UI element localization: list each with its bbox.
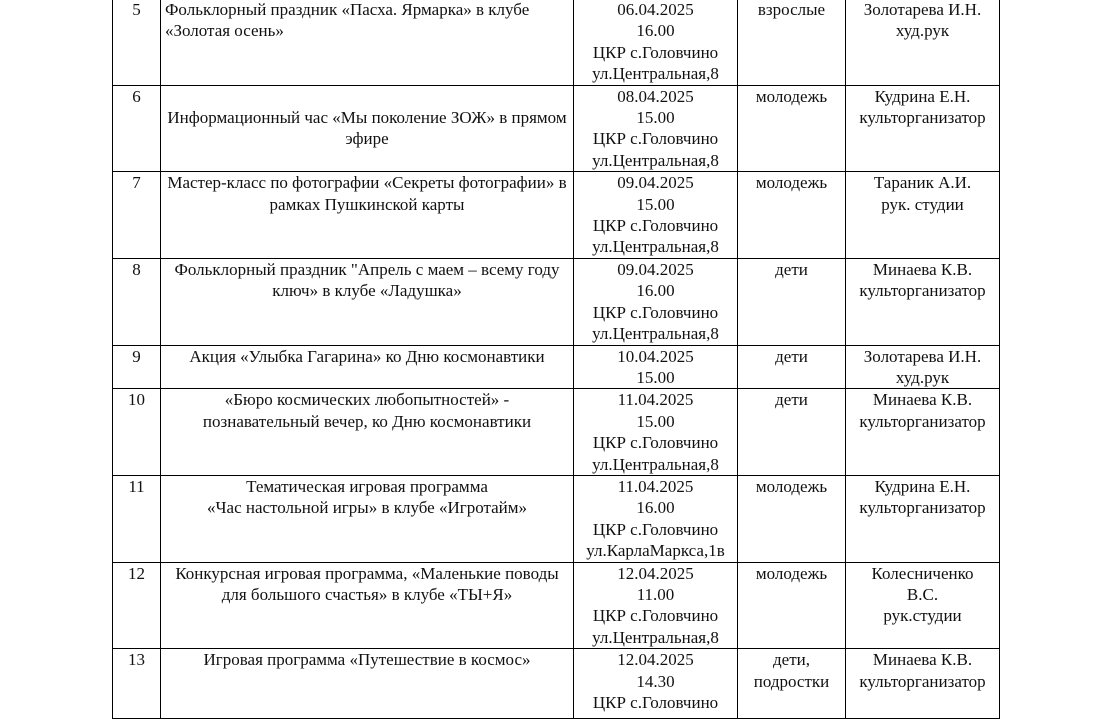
event-organizer: Кудрина Е.Н. культорганизатор bbox=[846, 475, 1000, 562]
event-place: ЦКР с.Головчино bbox=[592, 606, 719, 626]
event-audience: дети, подростки bbox=[738, 649, 846, 719]
event-address: ул.Центральная,8 bbox=[592, 237, 719, 257]
row-number: 7 bbox=[113, 172, 161, 259]
event-organizer: Минаева К.В. культорганизатор bbox=[846, 649, 1000, 719]
event-address: ул.КарлаМаркса,1в bbox=[586, 541, 725, 561]
event-time: 16.00 bbox=[636, 281, 675, 301]
event-title: Тематическая игровая программа «Час настольной игры» в клубе «Игротайм» bbox=[161, 475, 574, 562]
event-datetime-place bbox=[574, 0, 738, 85]
event-date: 11.04.2025 bbox=[617, 476, 694, 496]
row-number: 5 bbox=[113, 0, 161, 85]
table-row bbox=[113, 345, 1000, 389]
event-place: ЦКР с.Головчино bbox=[592, 302, 719, 322]
event-datetime-place bbox=[574, 258, 738, 345]
event-time: 15.00 bbox=[636, 411, 675, 431]
event-title: Игровая программа «Путешествие в космос» bbox=[161, 649, 574, 719]
event-place: ЦКР с.Головчино bbox=[592, 433, 719, 453]
event-organizer: Тараник А.И. рук. студии bbox=[846, 172, 1000, 259]
table-row bbox=[113, 172, 1000, 259]
event-organizer: Кудрина Е.Н. культорганизатор bbox=[846, 85, 1000, 172]
event-audience: дети bbox=[738, 345, 846, 389]
events-table bbox=[112, 0, 1000, 719]
row-number: 12 bbox=[113, 562, 161, 649]
event-datetime-place bbox=[574, 172, 738, 259]
event-address: ул.Центральная,8 bbox=[592, 627, 719, 647]
event-datetime-place bbox=[574, 475, 738, 562]
event-datetime-place bbox=[574, 85, 738, 172]
event-date: 11.04.2025 bbox=[617, 390, 694, 410]
event-title: Акция «Улыбка Гагарина» ко Дню космонавтики bbox=[161, 345, 574, 389]
event-time: 15.00 bbox=[636, 194, 675, 214]
event-title: Конкурсная игровая программа, «Маленькие поводы для большого счастья» в клубе «ТЫ+Я» bbox=[161, 562, 574, 649]
event-time: 11.00 bbox=[636, 584, 675, 604]
row-number: 10 bbox=[113, 389, 161, 476]
row-number: 11 bbox=[113, 475, 161, 562]
event-organizer: Минаева К.В. культорганизатор bbox=[846, 389, 1000, 476]
event-place: ЦКР с.Головчино bbox=[592, 129, 719, 149]
row-number: 8 bbox=[113, 258, 161, 345]
event-place: ЦКР с.Головчино bbox=[592, 42, 719, 62]
event-title: Информационный час «Мы поколение ЗОЖ» в прямом эфире bbox=[161, 85, 574, 172]
event-time: 15.00 bbox=[636, 367, 675, 387]
event-date: 12.04.2025 bbox=[617, 650, 694, 670]
event-date: 08.04.2025 bbox=[617, 86, 694, 106]
event-title: Мастер-класс по фотографии «Секреты фотографии» в рамках Пушкинской карты bbox=[161, 172, 574, 259]
event-title: Фольклорный праздник "Апрель с маем – всему году ключ» в клубе «Ладушка» bbox=[161, 258, 574, 345]
table-row bbox=[113, 0, 1000, 85]
event-place: ЦКР с.Головчино bbox=[592, 693, 719, 712]
event-address: ул.Центральная,8 bbox=[592, 150, 719, 170]
table-row bbox=[113, 649, 1000, 719]
row-number: 9 bbox=[113, 345, 161, 389]
event-date: 10.04.2025 bbox=[617, 346, 694, 366]
event-audience: молодежь bbox=[738, 475, 846, 562]
table-row bbox=[113, 475, 1000, 562]
event-address: ул.Центральная,8 bbox=[592, 324, 719, 344]
event-organizer: Золотарева И.Н. худ.рук bbox=[846, 0, 1000, 85]
event-audience: молодежь bbox=[738, 562, 846, 649]
event-place: ЦКР с.Головчино bbox=[592, 216, 719, 236]
event-audience: взрослые bbox=[738, 0, 846, 85]
event-time: 14.30 bbox=[636, 671, 675, 691]
event-datetime-place bbox=[574, 345, 738, 389]
event-address: ул.Центральная,8 bbox=[592, 454, 719, 474]
event-audience: дети bbox=[738, 258, 846, 345]
event-title: «Бюро космических любопытностей» - познавательный вечер, ко Дню космонавтики bbox=[161, 389, 574, 476]
event-date: 06.04.2025 bbox=[617, 0, 694, 19]
event-datetime-place bbox=[574, 649, 738, 719]
event-time: 16.00 bbox=[636, 498, 675, 518]
event-date: 09.04.2025 bbox=[617, 173, 694, 193]
event-audience: молодежь bbox=[738, 172, 846, 259]
event-datetime-place bbox=[574, 562, 738, 649]
table-row bbox=[113, 258, 1000, 345]
event-datetime-place bbox=[574, 389, 738, 476]
event-time: 16.00 bbox=[636, 21, 675, 41]
row-number: 13 bbox=[113, 649, 161, 719]
event-place: ЦКР с.Головчино bbox=[592, 519, 719, 539]
event-title: Фольклорный праздник «Пасха. Ярмарка» в клубе «Золотая осень» bbox=[161, 0, 574, 85]
table-row bbox=[113, 389, 1000, 476]
event-organizer: Минаева К.В. культорганизатор bbox=[846, 258, 1000, 345]
event-date: 09.04.2025 bbox=[617, 259, 694, 279]
table-row bbox=[113, 562, 1000, 649]
event-date: 12.04.2025 bbox=[617, 563, 694, 583]
event-address: ул.Центральная,8 bbox=[592, 64, 719, 84]
event-organizer: Колесниченко В.С. рук.студии bbox=[846, 562, 1000, 649]
event-audience: молодежь bbox=[738, 85, 846, 172]
row-number: 6 bbox=[113, 85, 161, 172]
event-organizer: Золотарева И.Н. худ.рук bbox=[846, 345, 1000, 389]
event-time: 15.00 bbox=[636, 108, 675, 128]
event-audience: дети bbox=[738, 389, 846, 476]
table-row bbox=[113, 85, 1000, 172]
